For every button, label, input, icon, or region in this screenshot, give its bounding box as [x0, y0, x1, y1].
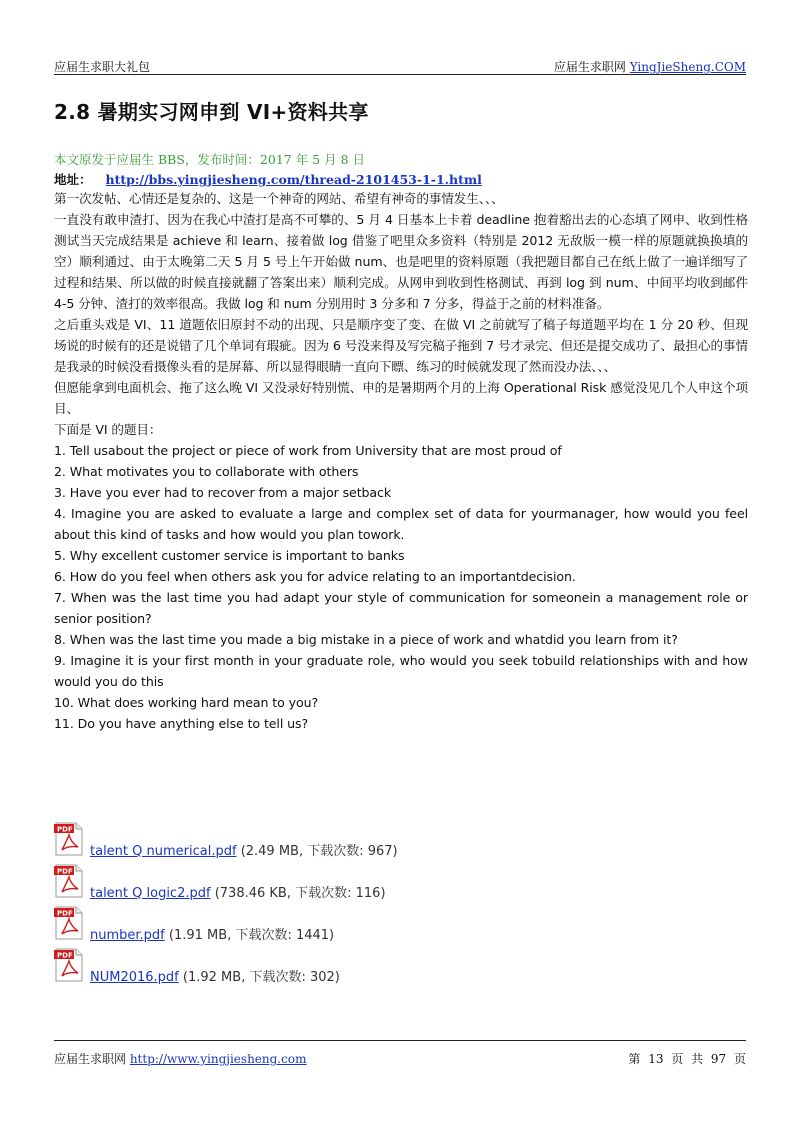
- svg-text:PDF: PDF: [57, 909, 73, 918]
- paragraph: 下面是 VI 的题目：: [54, 422, 162, 437]
- question-item: 3. Have you ever had to recover from a major setback: [54, 485, 392, 500]
- attachment-link[interactable]: number.pdf: [90, 928, 165, 943]
- footer-site-link[interactable]: http://www.yingjiesheng.com: [129, 1052, 307, 1066]
- question-item: 2. What motivates you to collaborate with others: [54, 464, 359, 479]
- paragraph: 但愿能拿到电面机会、拖了这么晚 VI 又没录好特别慌、申的是暑期两个月的上海 Operational Risk 感觉没见几个人申这个项目、: [54, 380, 748, 416]
- header-right: [554, 58, 746, 75]
- article-body: [54, 188, 748, 734]
- footer-divider: [54, 1040, 746, 1041]
- page-title: 2.8 暑期实习网申到 VI+资料共享: [54, 100, 369, 124]
- address-label: 地址：: [54, 172, 92, 187]
- header-site-link[interactable]: YingJieSheng.COM: [629, 60, 746, 74]
- attachment-text: [90, 924, 334, 943]
- header-divider: [54, 74, 746, 75]
- header-right-prefix: 应届生求职网: [553, 60, 630, 74]
- svg-text:PDF: PDF: [57, 867, 73, 876]
- attachment-info: (1.92 MB, 下载次数: 302): [182, 970, 340, 985]
- pdf-icon[interactable]: [54, 906, 84, 940]
- footer-prefix: 应届生求职网: [54, 1052, 130, 1066]
- question-item: 11. Do you have anything else to tell us?: [54, 716, 309, 731]
- attachment-info: (1.91 MB, 下载次数: 1441): [168, 928, 335, 943]
- address-line: [54, 170, 482, 188]
- attachment-link[interactable]: NUM2016.pdf: [90, 970, 179, 985]
- svg-text:PDF: PDF: [57, 825, 73, 834]
- attachment-text: [90, 882, 386, 901]
- post-meta: 本文原发于应届生 BBS，发布时间：2017 年 5 月 8 日: [54, 152, 365, 167]
- pdf-icon[interactable]: [54, 822, 84, 856]
- attachment-link[interactable]: talent Q logic2.pdf: [90, 886, 211, 901]
- question-item: 4. Imagine you are asked to evaluate a large and complex set of data for yourmanager, how would you feel about this kind of tasks and how would you plan towork.: [54, 506, 748, 542]
- attachment-info: (738.46 KB, 下载次数: 116): [214, 886, 386, 901]
- page-footer: [54, 1050, 746, 1067]
- question-item: 7. When was the last time you had adapt your style of communication for someonein a management role or senior position?: [54, 590, 748, 626]
- question-item: 1. Tell usabout the project or piece of work from University that are most proud of: [54, 443, 562, 458]
- attachment-info: (2.49 MB, 下载次数: 967): [240, 844, 398, 859]
- pdf-icon[interactable]: [54, 864, 84, 898]
- question-item: 6. How do you feel when others ask you for advice relating to an importantdecision.: [54, 569, 576, 584]
- question-item: 8. When was the last time you made a big mistake in a piece of work and whatdid you learn from it?: [54, 632, 678, 647]
- header-left-title: 应届生求职大礼包: [54, 60, 151, 74]
- question-item: 10. What does working hard mean to you?: [54, 695, 319, 710]
- paragraph: 第一次发帖、心情还是复杂的、这是一个神奇的网站、希望有神奇的事情发生、、、: [54, 191, 504, 206]
- page-number: 第 13 页 共 97 页: [628, 1052, 746, 1066]
- svg-text:PDF: PDF: [57, 951, 73, 960]
- attachment-link[interactable]: talent Q numerical.pdf: [90, 844, 237, 859]
- footer-left: [54, 1052, 306, 1066]
- question-item: 9. Imagine it is your first month in your graduate role, who would you seek tobuild relationships with and how would you do this: [54, 653, 748, 689]
- thread-link[interactable]: http://bbs.yingjiesheng.com/thread-2101453-1-1.html: [105, 172, 482, 187]
- pdf-icon[interactable]: [54, 948, 84, 982]
- paragraph: 之后重头戏是 VI、11 道题依旧原封不动的出现、只是顺序变了变、在做 VI 之前就写了稿子每道题平均在 1 分 20 秒、但现场说的时候有的还是说错了几个单词有瑕疵。因为 6 号没来得及写完稿子拖到 7 号才录完、但还是提交成功了、最担心的事情是我录的时候没看摄像头看的是屏幕、所以显得眼睛一直向下瞟、练习的时候就发现了然而没办法、、、: [54, 317, 748, 374]
- page-header: [54, 56, 746, 76]
- attachment-text: [90, 966, 340, 985]
- paragraph: 一直没有敢申渣打、因为在我心中渣打是高不可攀的、5 月 4 日基本上卡着 deadline 抱着豁出去的心态填了网申、收到性格测试当天完成结果是 achieve 和 learn、接着做 log 借鉴了吧里众多资料（特别是 2012 无敌版一模一样的原题就换换填的空）顺利通过、由于太晚第二天 5 月 5 号上午开始做 num、也是吧里的资料原题（我把题目都自己在纸上做了一遍详细写了过程和结果、所以做的时候直接就翻了答案出来）顺利完成。从网申到收到性格测试、再到 log 到 num、中间平均收到邮件 4-5 分钟、渣打的效率很高。我做 log 和 num 分别用时 3 分多和 7 分多，得益于之前的材料准备。: [54, 212, 748, 311]
- attachment-text: [90, 840, 398, 859]
- question-item: 5. Why excellent customer service is important to banks: [54, 548, 405, 563]
